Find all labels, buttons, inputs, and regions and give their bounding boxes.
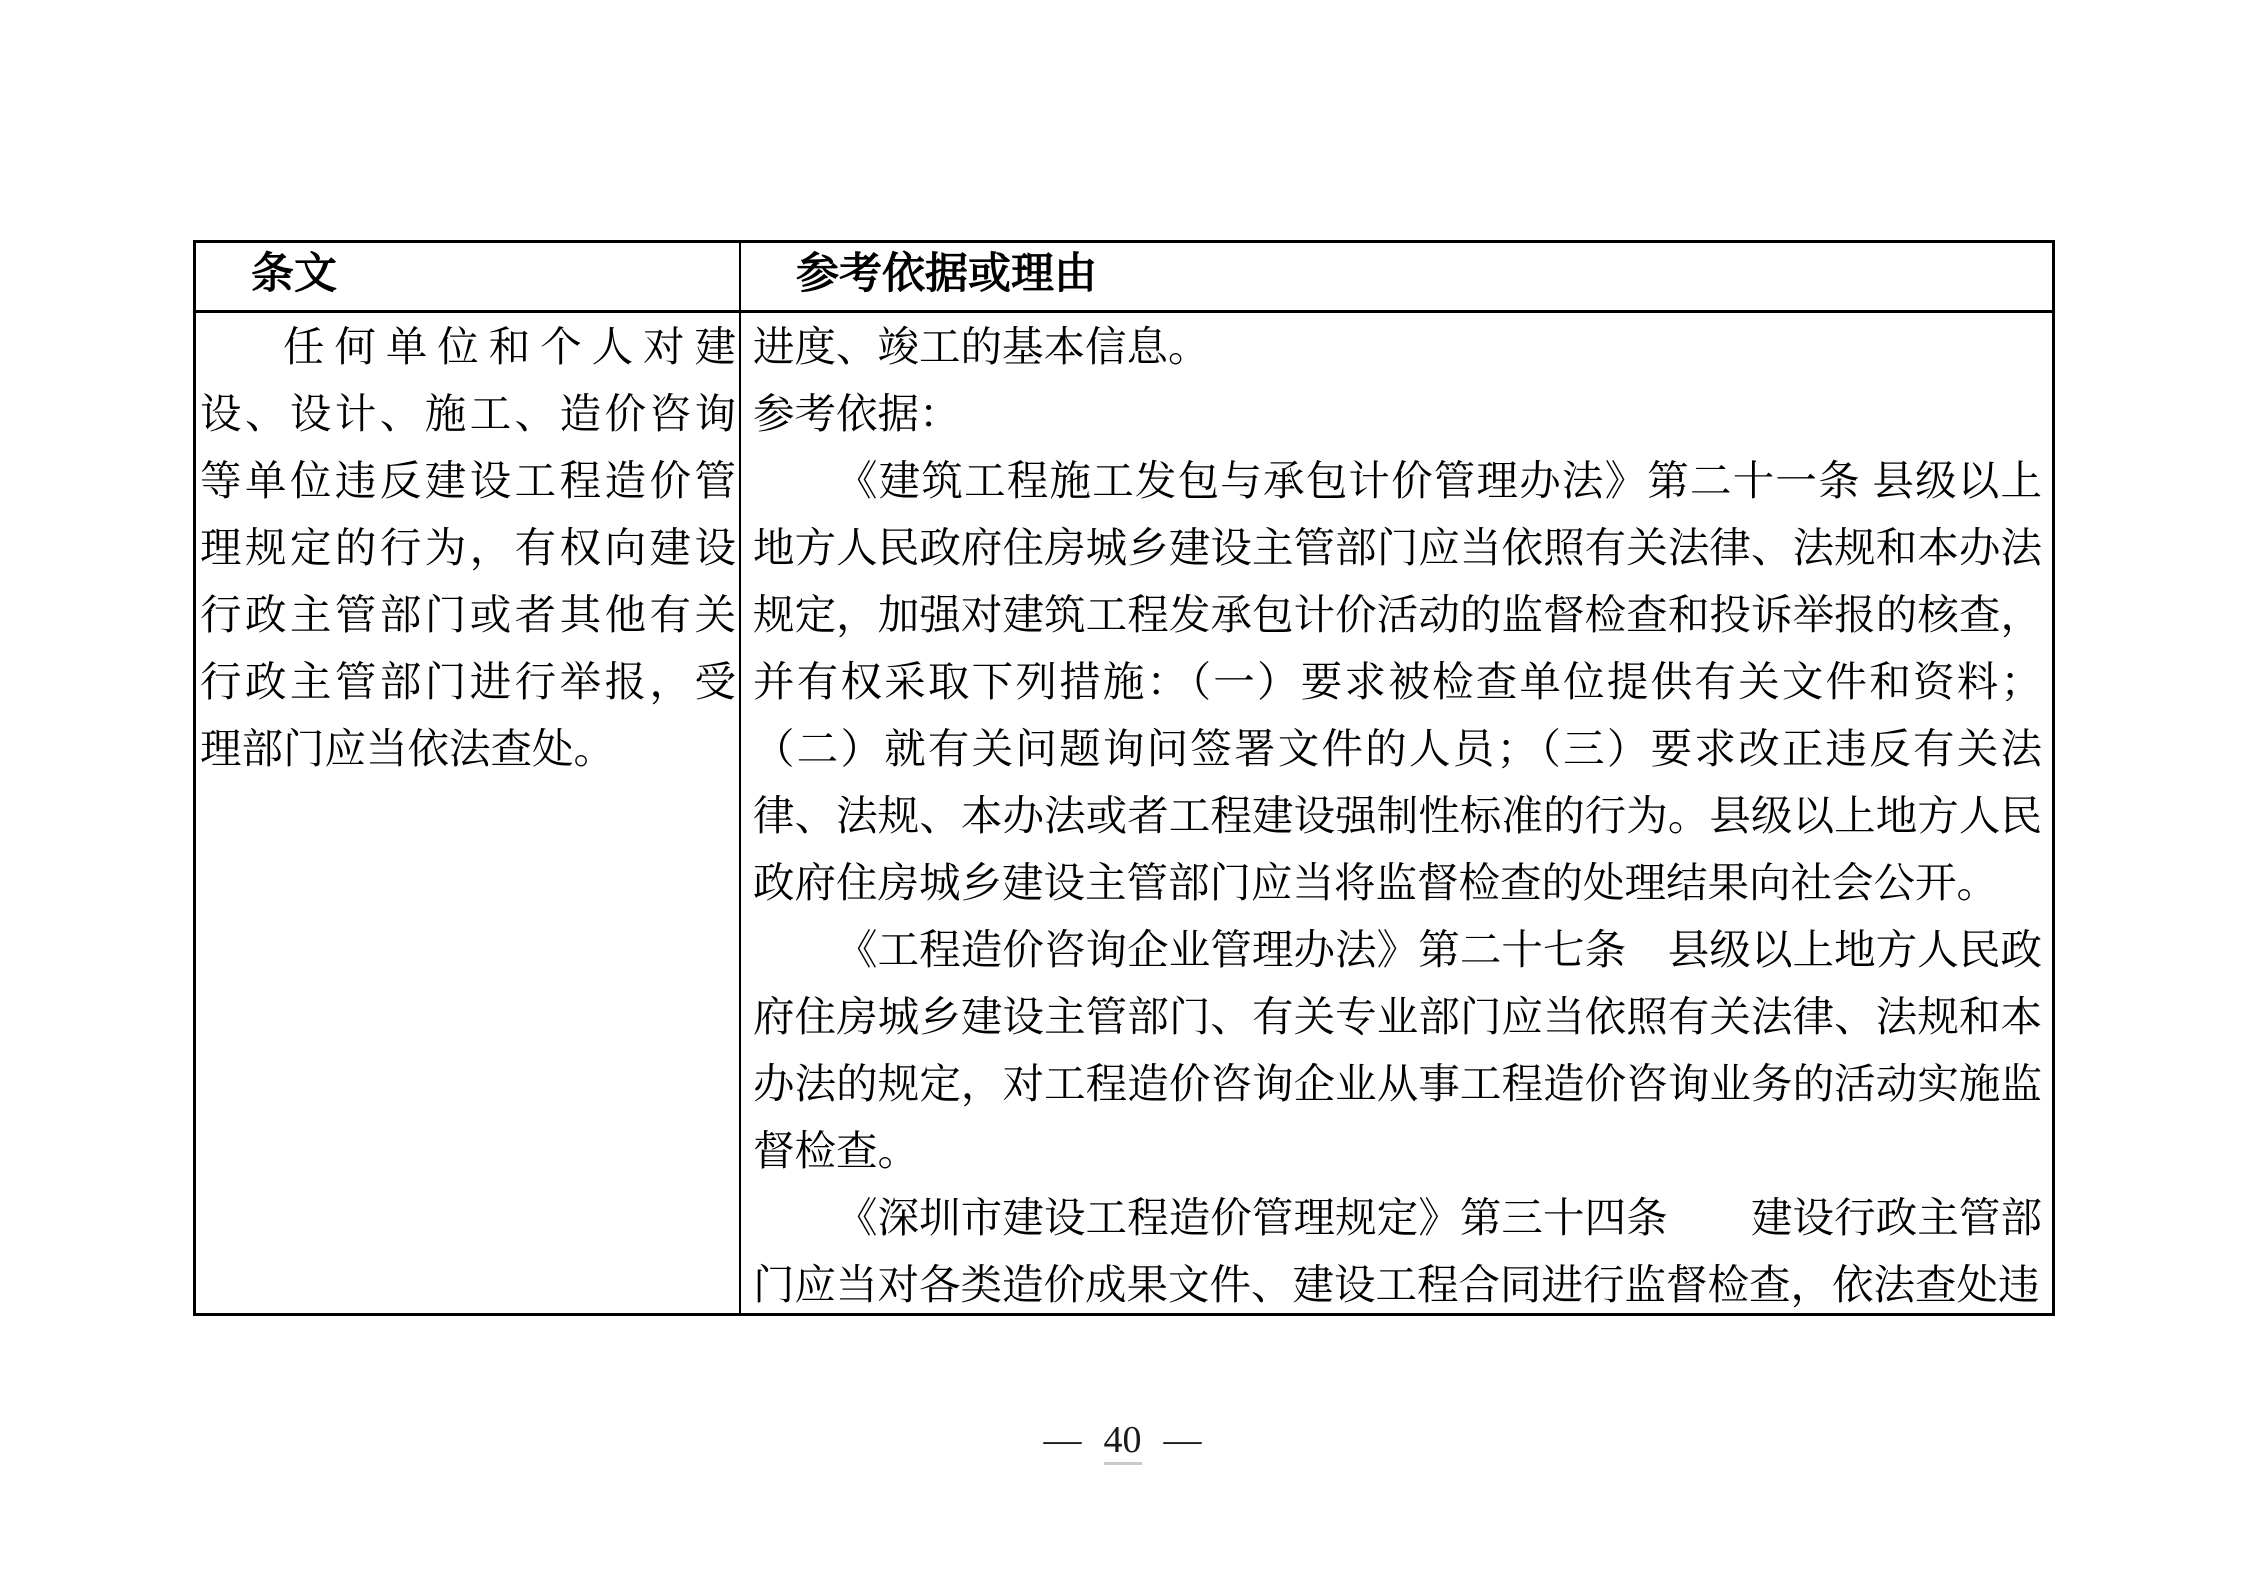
page-number: 40 bbox=[1104, 1418, 1142, 1465]
paragraph: 进度、竣工的基本信息。 bbox=[753, 324, 1210, 370]
paragraph: 《工程造价咨询企业管理办法》第二十七条 县级以上地方人民政府住房城乡建设主管部门、有关专业部门应当依照有关法律、法规和本办法的规定，对工程造价咨询企业从事工程造价咨询业务的活动实施监督检查。 bbox=[753, 927, 2042, 1174]
page-footer bbox=[0, 1415, 2245, 1465]
table-header-row bbox=[196, 243, 2052, 313]
paragraph: 《建筑工程施工发包与承包计价管理办法》第二十一条 县级以上地方人民政府住房城乡建设主管部门应当依照有关法律、法规和本办法规定，加强对建筑工程发承包计价活动的监督检查和投诉举报的核查，并有权采取下列措施：（一）要求被检查单位提供有关文件和资料；（二）就有关问题询问签署文件的人员；（三）要求改正违反有关法律、法规、本办法或者工程建设强制性标准的行为。县级以上地方人民政府住房城乡建设主管部门应当将监督检查的处理结果向社会公开。 bbox=[753, 458, 2042, 906]
paragraph: 参考依据： bbox=[753, 391, 961, 437]
column-header-reference: 参考依据或理由 bbox=[796, 251, 1097, 298]
reference-cell bbox=[741, 313, 2052, 1313]
articles-cell bbox=[196, 313, 741, 1313]
paragraph: 任何单位和个人对建设、设计、施工、造价咨询等单位违反建设工程造价管理规定的行为，有权向建设行政主管部门或者其他有关行政主管部门进行举报，受理部门应当依法查处。 bbox=[200, 324, 736, 772]
table-body-row bbox=[196, 313, 2052, 1313]
paragraph: 《深圳市建设工程造价管理规定》第三十四条 建设行政主管部门应当对各类造价成果文件、建设工程合同进行监督检查，依法查处违 bbox=[753, 1195, 2042, 1308]
provisions-reference-table bbox=[193, 240, 2055, 1316]
column-header-articles: 条文 bbox=[196, 243, 741, 310]
footer-right-dash: — bbox=[1163, 1419, 1202, 1461]
footer-left-dash: — bbox=[1043, 1419, 1082, 1461]
